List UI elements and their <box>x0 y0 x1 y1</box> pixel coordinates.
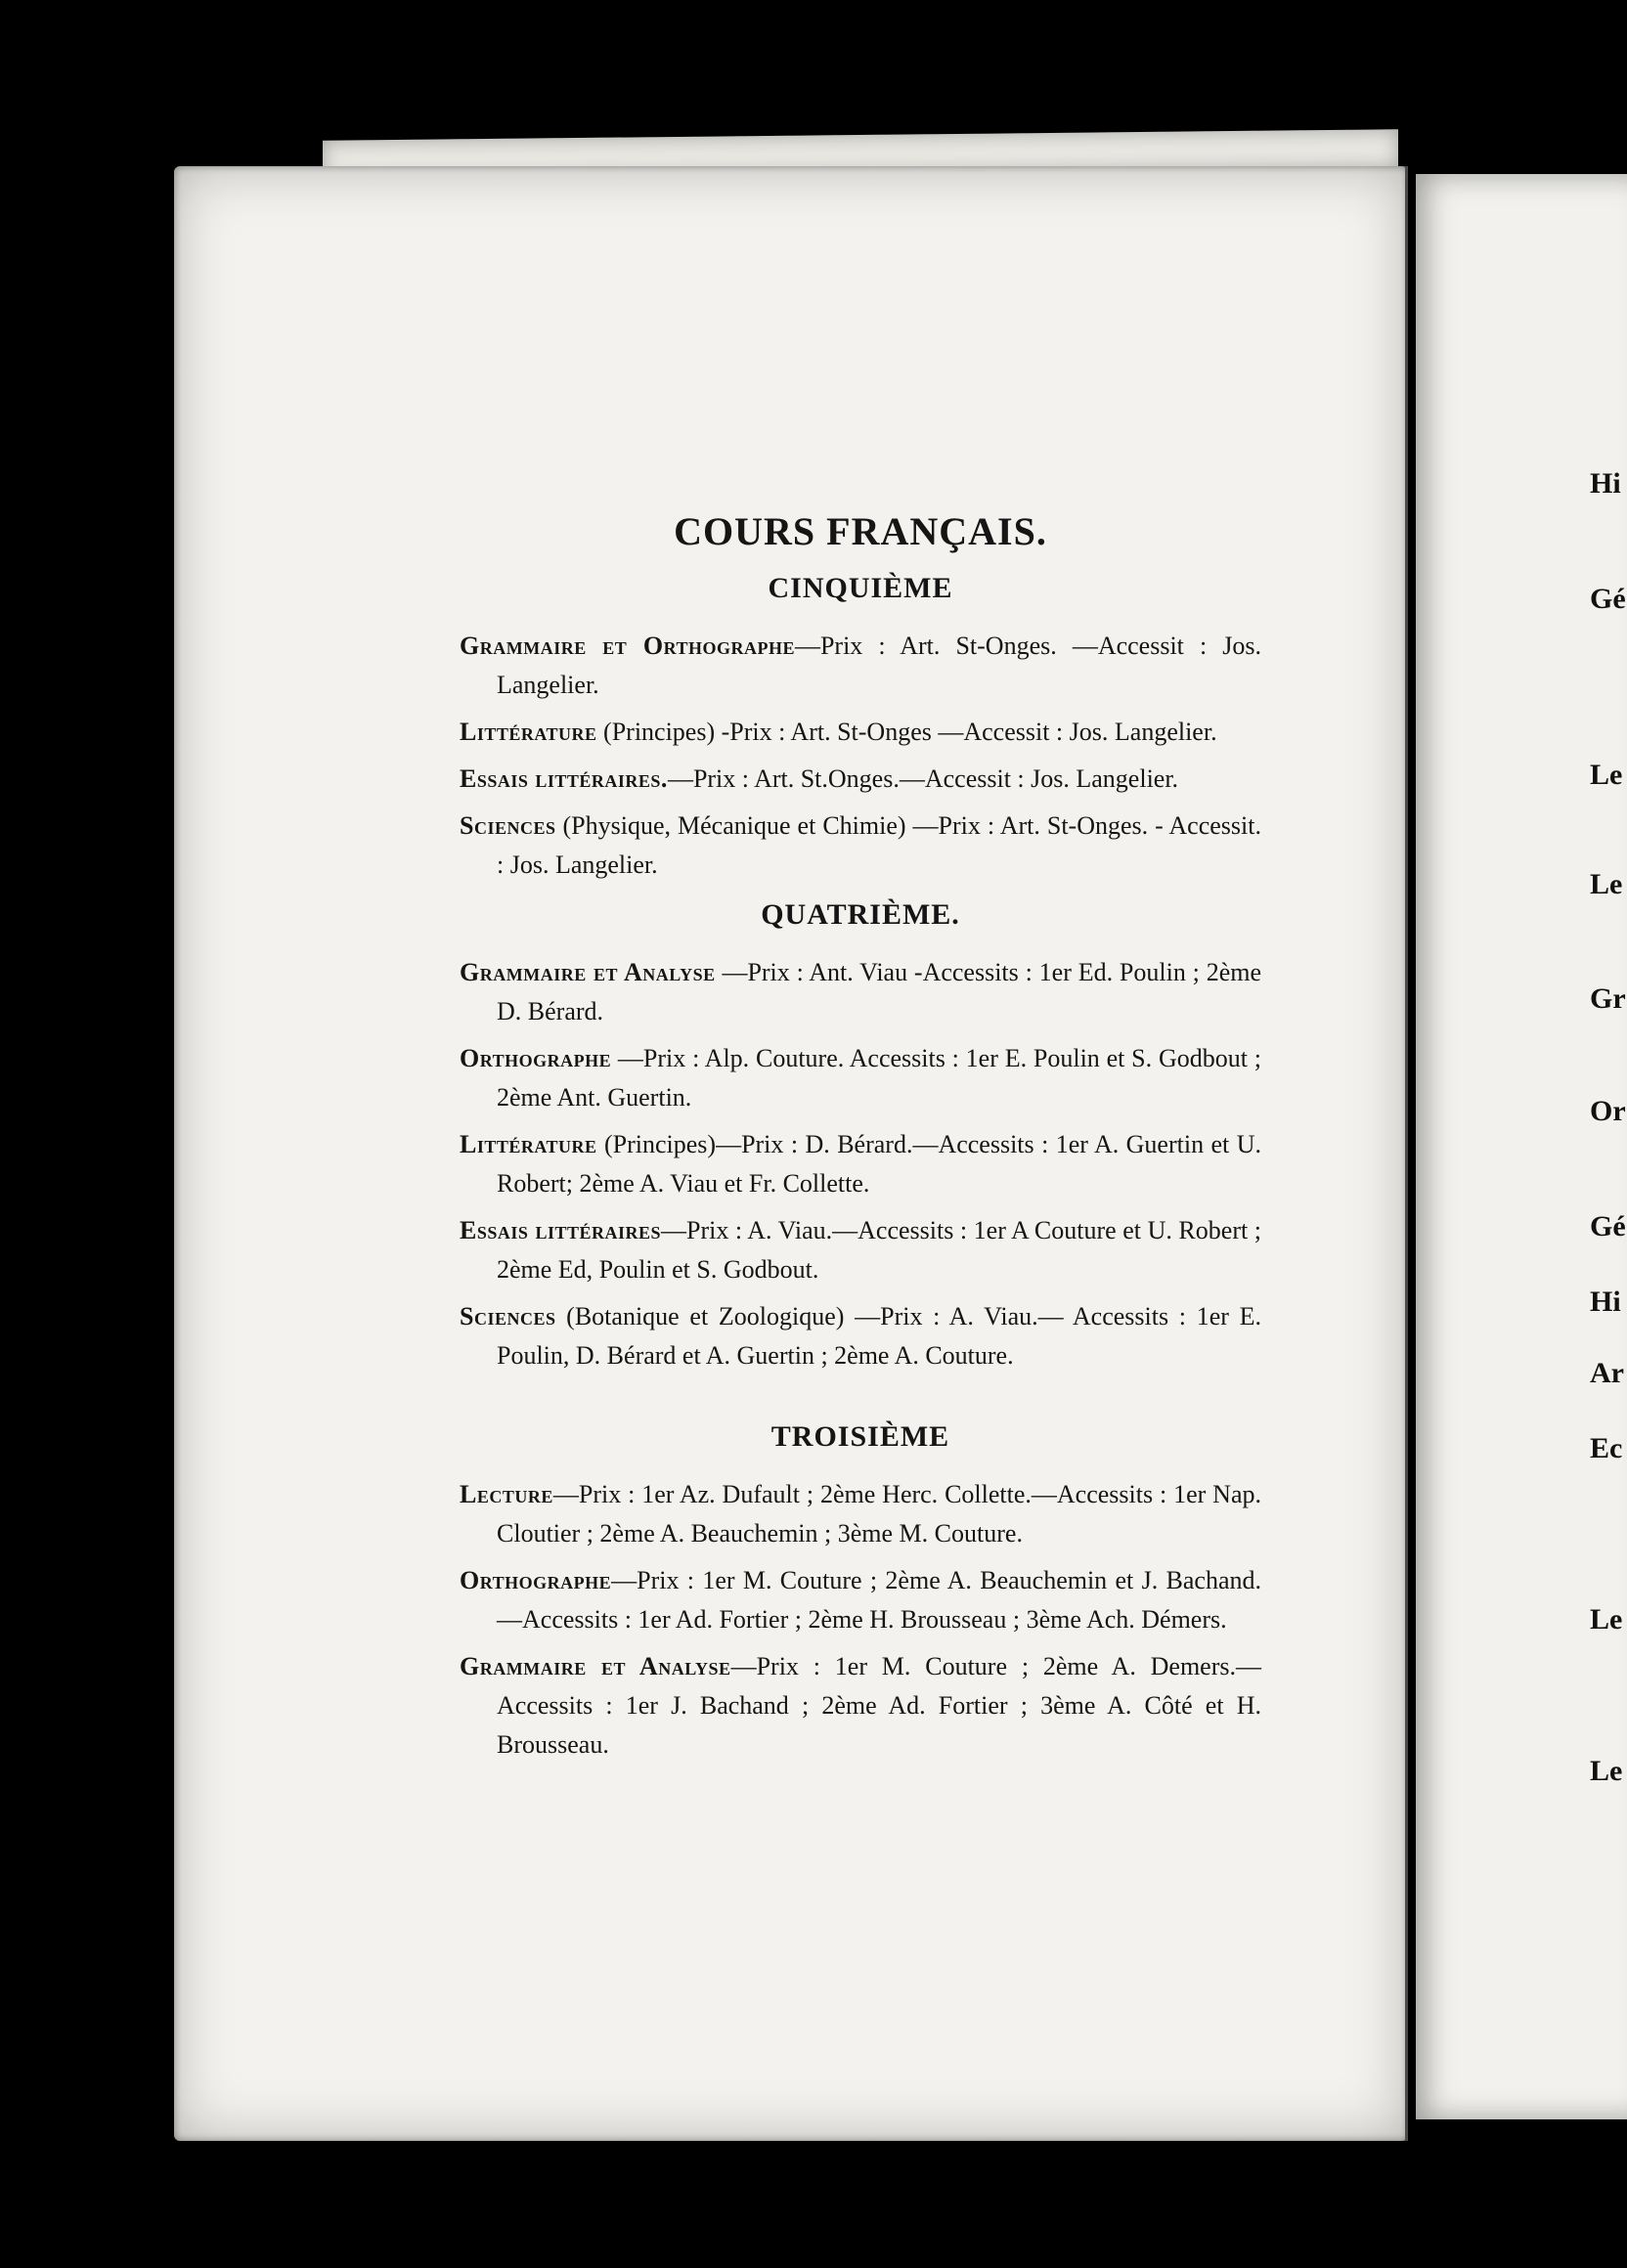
facing-fragment: Ar <box>1590 1357 1624 1389</box>
entry-subject: Essais littéraires. <box>460 764 668 793</box>
section-spacer <box>460 1383 1261 1407</box>
entry-text: (Principes)—Prix : D. Bérard.—Accessits : 1er A. Guertin et U. Robert; 2ème A. Viau et Fr. Collette. <box>497 1130 1261 1198</box>
entry-text: (Principes) -Prix : Art. St-Onges —Accessit : Jos. Langelier. <box>596 718 1217 746</box>
facing-fragment: Hi <box>1590 467 1621 500</box>
entry-text: —Prix : 1er M. Couture ; 2ème A. Demers.—Accessits : 1er J. Bachand ; 2ème Ad. Fortier ; 3ème A. Côté et H. Brousseau. <box>497 1652 1261 1759</box>
book-gutter <box>1405 166 1408 2141</box>
entry-subject: Littérature <box>460 1130 597 1158</box>
facing-fragment: Hi <box>1590 1286 1621 1318</box>
prize-entry <box>460 1475 1261 1553</box>
entry-text: —Prix : 1er M. Couture ; 2ème A. Beauchemin et J. Bachand.—Accessits : 1er Ad. Fortier ; 2ème H. Brousseau ; 3ème Ach. Démers. <box>497 1566 1261 1634</box>
prize-entry <box>460 1211 1261 1289</box>
entry-subject: Grammaire et Analyse <box>460 958 716 986</box>
section-heading: TROISIÈME <box>770 1420 950 1453</box>
prize-entry <box>460 1125 1261 1203</box>
prize-entry <box>460 760 1261 799</box>
facing-fragment: Gé <box>1590 1210 1626 1243</box>
entry-text: —Prix : A. Viau.—Accessits : 1er A Couture et U. Robert ; 2ème Ed, Poulin et S. Godbout. <box>497 1216 1261 1284</box>
facing-fragment: Le <box>1590 868 1623 900</box>
entry-text: —Prix : Alp. Couture. Accessits : 1er E. Poulin et S. Godbout ; 2ème Ant. Guertin. <box>497 1044 1261 1112</box>
facing-fragment: Le <box>1590 759 1623 791</box>
entry-text: (Physique, Mécanique et Chimie) —Prix : Art. St-Onges. - Accessit. : Jos. Langelier. <box>497 811 1261 879</box>
entry-subject: Sciences <box>460 1302 556 1330</box>
entry-subject: Orthographe <box>460 1566 612 1594</box>
prize-entry <box>460 953 1261 1031</box>
prize-entry <box>460 1039 1261 1117</box>
facing-fragment: Le <box>1590 1603 1623 1636</box>
prize-entry <box>460 1647 1261 1765</box>
facing-fragment: Le <box>1590 1755 1623 1787</box>
page-content <box>460 508 1261 1772</box>
entry-subject: Orthographe <box>460 1044 612 1072</box>
prize-entry <box>460 1561 1261 1639</box>
entry-subject: Grammaire et Analyse <box>460 1652 731 1680</box>
entry-text: —Prix : Art. St.Onges.—Accessit : Jos. Langelier. <box>667 764 1179 793</box>
facing-fragment: Or <box>1590 1095 1626 1127</box>
entry-subject: Essais littéraires <box>460 1216 661 1244</box>
prize-entry <box>460 627 1261 705</box>
entry-text: —Prix : 1er Az. Dufault ; 2ème Herc. Collette.—Accessits : 1er Nap. Cloutier ; 2ème A. Beauchemin ; 3ème M. Couture. <box>497 1480 1261 1548</box>
entry-text: —Prix : Ant. Viau -Accessits : 1er Ed. Poulin ; 2ème D. Bérard. <box>497 958 1262 1025</box>
prize-entry <box>460 713 1261 752</box>
entry-text: —Prix : Art. St-Onges. —Accessit : Jos. Langelier. <box>497 632 1261 699</box>
entry-subject: Grammaire et Orthographe <box>460 632 795 660</box>
page-title: COURS FRANÇAIS. <box>674 509 1047 553</box>
prize-entry <box>460 807 1261 885</box>
section-heading: QUATRIÈME. <box>761 898 960 931</box>
facing-page-text-fragments <box>1590 0 1627 2268</box>
entry-subject: Sciences <box>460 811 556 840</box>
prize-entry <box>460 1297 1261 1375</box>
entry-text: (Botanique et Zoologique) —Prix : A. Viau.— Accessits : 1er E. Poulin, D. Bérard et A. Guertin ; 2ème A. Couture. <box>497 1302 1261 1370</box>
facing-fragment: Gr <box>1590 982 1626 1015</box>
facing-fragment: Ec <box>1590 1432 1623 1464</box>
entry-subject: Littérature <box>460 718 597 746</box>
entry-subject: Lecture <box>460 1480 553 1508</box>
section-heading: CINQUIÈME <box>768 572 953 604</box>
facing-fragment: Gé <box>1590 583 1626 615</box>
